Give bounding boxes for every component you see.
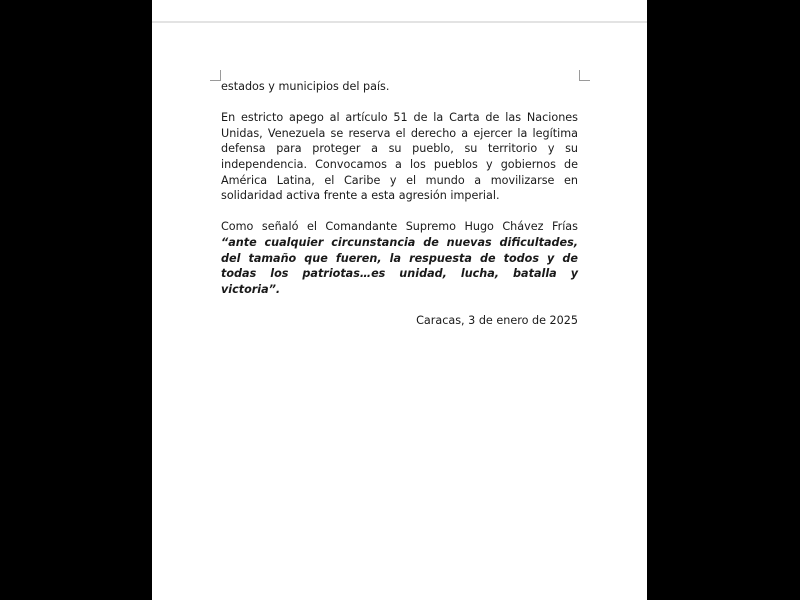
closing-quote: “ante cualquier circunstancia de nuevas dificultades, del tamaño que fueren, la respuesta de todos y de todas los patriotas…es unidad, lucha, batalla y victoria”. [221, 235, 578, 296]
paragraph-continuation: estados y municipios del país. [221, 80, 390, 93]
place-date: Caracas, 3 de enero de 2025 [416, 313, 578, 327]
closing-intro: Como señaló el Comandante Supremo Hugo Chávez Frías [221, 220, 578, 234]
paragraph-defense: En estricto apego al artículo 51 de la Carta de las Naciones Unidas, Venezuela se reserva el derecho a ejercer la legítima defensa para proteger a su pueblo, su territorio y su independencia. Convocamos a los pueblos y gobiernos de América Latina, el Caribe y el mundo a movilizarse en solidaridad activa frente a esta agresión imperial. [221, 111, 578, 203]
page-top-divider [152, 21, 647, 23]
document-page [152, 0, 647, 600]
document-body [221, 79, 578, 344]
margin-corner-mark-left [210, 70, 221, 81]
paragraph-closing [221, 219, 578, 297]
margin-corner-mark-right [579, 70, 590, 81]
